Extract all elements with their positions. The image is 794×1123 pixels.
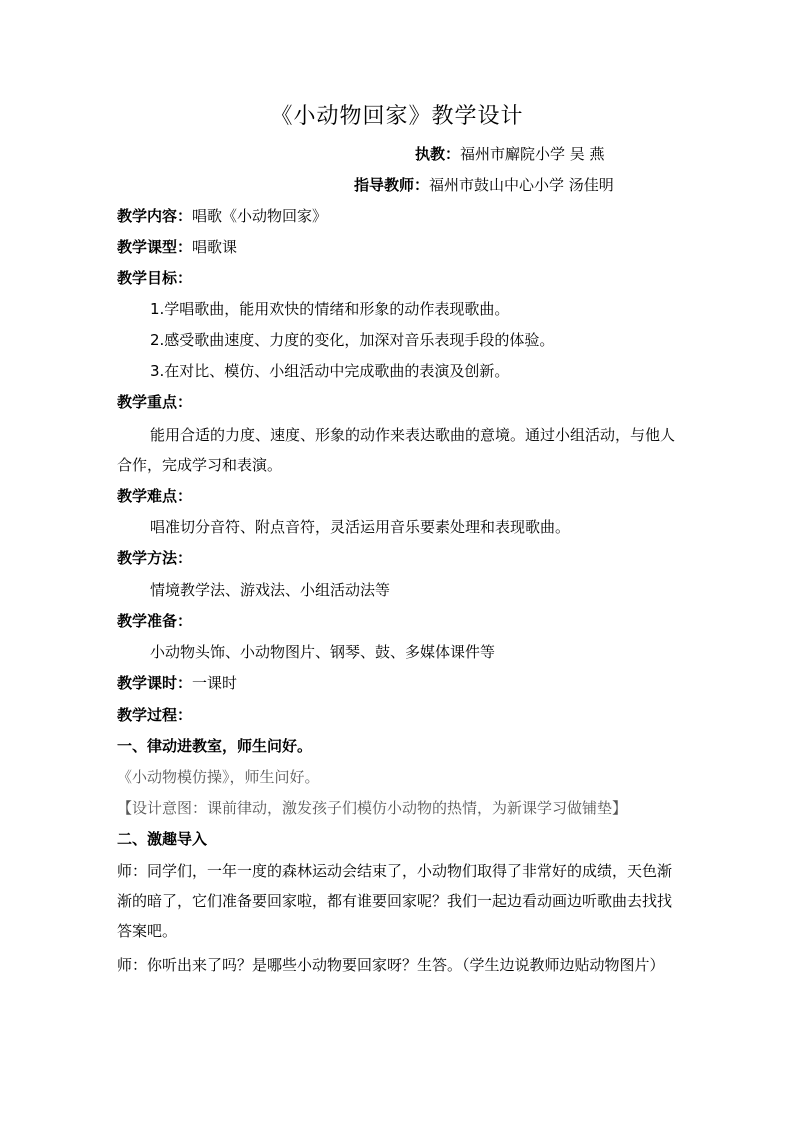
- key-heading: 教学重点：: [117, 393, 193, 411]
- hours-value: 一课时: [192, 674, 238, 692]
- section2-paragraph-2: 师：你听出来了吗？是哪些小动物要回家呀？生答。（学生边说教师边贴动物图片）: [117, 956, 665, 974]
- content-label: 教学内容：: [117, 207, 193, 225]
- type-label: 教学课型：: [117, 238, 193, 256]
- process-heading: 教学过程：: [117, 706, 193, 724]
- goal-item: 3.在对比、模仿、小组活动中完成歌曲的表演及创新。: [150, 362, 510, 380]
- difficulty-text: 唱准切分音符、附点音符，灵活运用音乐要素处理和表现歌曲。: [150, 518, 571, 536]
- teacher-line: [415, 143, 605, 165]
- section2-title: 二、激趣导入: [117, 830, 208, 848]
- section1-text: 《小动物模仿操》，师生问好。: [117, 768, 320, 786]
- type-line: [117, 236, 237, 258]
- advisor-line: [354, 174, 614, 196]
- goal-item: 2.感受歌曲速度、力度的变化，加深对音乐表现手段的体验。: [150, 331, 555, 349]
- content-line: [117, 205, 327, 227]
- section1-title: 一、律动进教室，师生问好。: [117, 737, 313, 755]
- advisor-label: 指导教师：: [354, 176, 430, 194]
- document-title: 《小动物回家》教学设计: [270, 104, 524, 129]
- section2-paragraph-1: 师：同学们，一年一度的森林运动会结束了，小动物们取得了非常好的成绩，天色渐渐的暗了，它们准备要回家啦，都有谁要回家呢？我们一起边看动画边听歌曲去找找答案吧。: [117, 862, 673, 940]
- prep-heading: 教学准备：: [117, 612, 193, 630]
- method-text: 情境教学法、游戏法、小组活动法等: [150, 581, 391, 599]
- teacher-value: 福州市廨院小学 吴 燕: [460, 145, 605, 163]
- hours-line: [117, 672, 237, 694]
- method-heading: 教学方法：: [117, 549, 193, 567]
- advisor-value: 福州市鼓山中心小学 汤佳明: [429, 176, 614, 194]
- hours-label: 教学课时：: [117, 674, 193, 692]
- difficulty-heading: 教学难点：: [117, 487, 193, 505]
- content-value: 唱歌《小动物回家》: [192, 207, 328, 225]
- teacher-label: 执教：: [415, 145, 461, 163]
- goals-heading: 教学目标：: [117, 269, 193, 287]
- section1-note: 【设计意图：课前律动，激发孩子们模仿小动物的热情，为新课学习做铺垫】: [117, 799, 628, 817]
- prep-text: 小动物头饰、小动物图片、钢琴、鼓、多媒体课件等: [150, 643, 496, 661]
- type-value: 唱歌课: [192, 238, 238, 256]
- key-paragraph: 能用合适的力度、速度、形象的动作来表达歌曲的意境。通过小组活动，与他人合作，完成学习和表演。: [117, 426, 676, 474]
- goal-item: 1.学唱歌曲，能用欢快的情绪和形象的动作表现歌曲。: [150, 300, 510, 318]
